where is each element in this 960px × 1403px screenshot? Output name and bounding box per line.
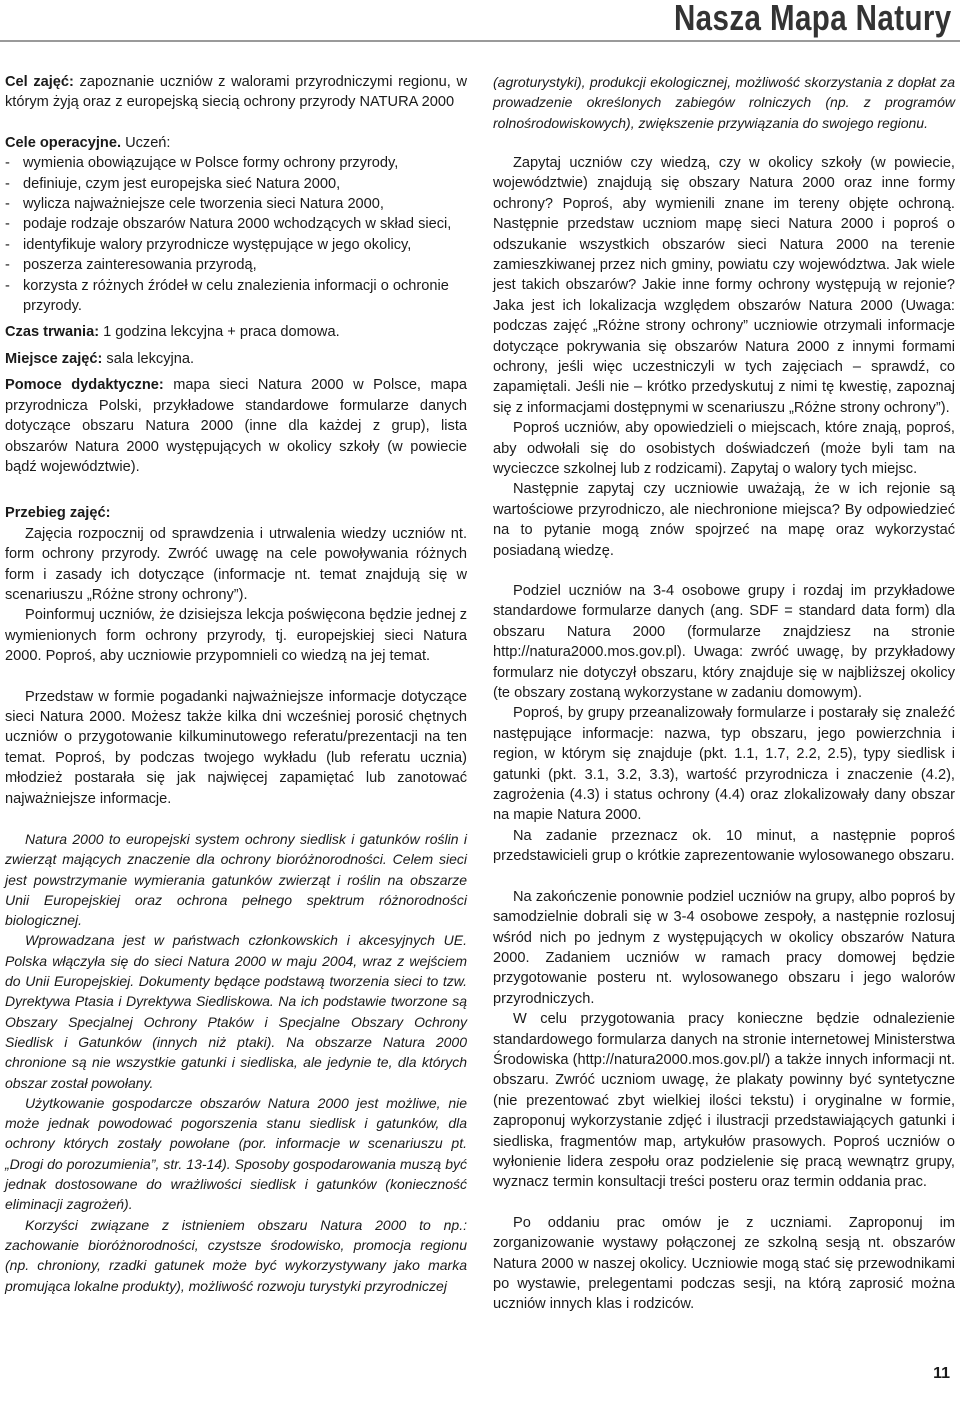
- operational-goals-label: Cele operacyjne.: [5, 134, 121, 151]
- lesson-goal-text: zapoznanie uczniów z walorami przyrodniczymi regionu, w którym żyją oraz z europejską siecią ochrony przyrody NATURA 2000: [5, 74, 467, 111]
- list-item: - definiuje, czym jest europejska sieć Natura 2000,: [5, 174, 467, 194]
- place-text: sala lekcyjna.: [106, 350, 195, 367]
- duration-label: Czas trwania:: [5, 324, 100, 341]
- page-header: [0, 0, 960, 40]
- info-box-paragraph: Wprowadzana jest w państwach członkowskich i akcesyjnych UE. Polska włączyła się do sieci Natura 2000 w maju 2004, wraz z wejściem do Unii Europejskiej. Dokumenty będące podstawą tworzenia sieci to tzw. Dyrektywa Ptasia i Dyrektywa Siedliskowa. Na ich podstawie tworzone są Obszary Specjalnej Ochrony Ptaków i Specjalne Obszary Ochrony Siedlisk i Gatunków (innych niż ptaki). Na obszarze Natura 2000 chronione są nie wszystkie gatunki i siedliska, ale jedynie te, dla których obszar został powołany.: [5, 932, 467, 1091]
- list-item: - identyfikuje walory przyrodnicze występujące w jego okolicy,: [5, 235, 467, 255]
- list-item: - podaje rodzaje obszarów Natura 2000 wchodzących w skład sieci,: [5, 214, 467, 234]
- teaching-aids-text: mapa sieci Natura 2000 w Polsce, mapa przyrodnicza Polski, przykładowe standardowe formularze danych dotyczące obszaru Natura 2000 (inne dla każdej z grup), lista obszarów Natura 2000 występujących w okolicy szkoły (w powiecie bądź województwie).: [5, 377, 467, 475]
- body-paragraph: Po oddaniu prac omów je z uczniami. Zaproponuj im zorganizowanie wystawy połączonej ze szkolną sesją nt. obszarów Natura 2000 w naszej okolicy. Uczniowie mogą stać się przewodnikami po wystawie, prelegentami podczas sesji, na którą zaprosić można uczniów innych klas i rodziców.: [493, 1214, 955, 1313]
- body-paragraph: W celu przygotowania pracy konieczne będzie odnalezienie standardowego formularza danych na stronie internetowej Ministerstwa Środowiska (http://natura2000.mos.gov.pl/) a także innych informacji nt. obszaru. Zwróć uczniom uwagę, że plakaty powinny być syntetyczne (nie prezentować zbyt wielkiej ilości tekstu) i oryginalne w formie, zaproponuj wykorzystanie zdjęć i ilustracji przedstawiających gatunki i siedliska, fragmentów map, artykułów prasowych. Poproś uczniów o wyłonienie lidera zespołu oraz podzielenie się pracą wewnątrz grupy, wyznacz termin konsultacji treści posteru oraz termin oddania prac.: [493, 1011, 955, 1191]
- operational-goals-list: [5, 153, 467, 316]
- course-paragraph: Poinformuj uczniów, że dzisiejsza lekcja poświęcona będzie jednej z wymienionych form ochrony przyrody, tj. europejskiej sieci Natura 2000. Poproś, aby uczniowie przypomnieli co wiedzą na jej temat.: [5, 607, 467, 665]
- course-paragraph: Zajęcia rozpocznij od sprawdzenia i utrwalenia wiedzy uczniów nt. form ochrony przyrody. Zwróć uwagę na cele powoływania różnych form i zasady ich dotyczące (informacje nt. temat znajdują się w scenariuszu „Różne strony ochrony”).: [5, 525, 467, 603]
- body-paragraph: Następnie zapytaj czy uczniowie uważają, że w ich rejonie są wartościowe przyrodniczo, ale niechronione miejsca? By odpowiedzieć na to pytanie mogą znów spojrzeć na mapę oraz wykorzystać posiadaną wiedzę.: [493, 481, 955, 559]
- course-paragraph: Przedstaw w formie pogadanki najważniejsze informacje dotyczące sieci Natura 2000. Możesz także kilka dni wcześniej porosić chętnych uczniów o przygotowanie kilkuminutowego referatu/prezentacji na ten temat. Poproś, by podczas twojego wykładu (lub referatu ucznia) młodzież postarała się jak najwięcej zapamiętać lub zanotować najważniejsze informacje.: [5, 688, 467, 807]
- duration: [5, 322, 467, 342]
- page-number: 11: [933, 1365, 950, 1382]
- lesson-goal-label: Cel zajęć:: [5, 74, 74, 90]
- lesson-goal: [5, 72, 467, 113]
- body-paragraph: Poproś uczniów, aby opowiedzieli o miejscach, które znają, poproś, aby odwołali się do osobistych doświadczeń (może byli tam na wycieczce szkolnej lub z rodzicami). Zapytaj o walory tych miejsc.: [493, 420, 955, 477]
- operational-goals-intro-text: Uczeń:: [125, 134, 171, 151]
- info-box-paragraph: Korzyści związane z istnieniem obszaru Natura 2000 to np.: zachowanie bioróżnorodności, czystsze środowisko, promocja regionu (np. chroniony, rzadki gatunek może być wykorzystywany jako marka promująca lokalne produkty), możliwość rozwoju turystyki przyrodniczej: [5, 1216, 467, 1294]
- left-column: [5, 72, 467, 1296]
- teaching-aids: [5, 375, 467, 477]
- list-item: - wylicza najważniejsze cele tworzenia sieci Natura 2000,: [5, 194, 467, 214]
- body-paragraph: Zapytaj uczniów czy wiedzą, czy w okolicy szkoły (w powiecie, województwie) znajdują się obszary Natura 2000 oraz inne formy ochrony? Poproś, aby wymienili znane im tereny objęte ochroną. Następnie przedstaw uczniom mapę sieci Natura 2000 i poproś o odszukanie wszystkich obszarów sieci Natura 2000 na terenie zamieszkiwanej przez nich gminy, powiatu czy województwa. Jak wiele jest takich obszarów? Jakie inne formy ochrony występują w rejonie? Jaka jest ich lokalizacja względem obszarów Natura 2000 (Uwaga: podczas zajęć „Różne strony ochrony” uczniowie otrzymali informacje dotyczące pokrywania się obszarów Natura 2000 z innymi formami ochrony, jeśli więc uczestniczyli w tych zajęciach – sprawdź, co zapamiętali. Jeśli nie – krótko przedyskutuj z nimi tę kwestię, zapoznaj się z informacjami dostępnymi w scenariuszu „Różne strony ochrony”).: [493, 154, 955, 416]
- list-item: - poszerza zainteresowania przyrodą,: [5, 255, 467, 275]
- list-item: - wymienia obowiązujące w Polsce formy ochrony przyrody,: [5, 153, 467, 173]
- body-paragraph: Na zadanie przeznacz ok. 10 minut, a następnie poproś przedstawicieli grup o krótkie zaprezentowanie wylosowanego obszaru.: [493, 827, 955, 865]
- info-box-paragraph: Użytkowanie gospodarcze obszarów Natura 2000 jest możliwe, nie może jednak powodować pogorszenia stanu siedlisk i gatunków, dla ochrony których zostały powołane (por. informacje w scenariuszu pt. „Drogi do porozumienia”, str. 13-14). Sposoby gospodarowania muszą być jednak dostosowane do wrażliwości siedlisk i gatunków (konieczność eliminacji zagrożeń).: [5, 1094, 467, 1213]
- body-paragraph: Poproś, by grupy przeanalizowały formularze i postarały się znaleźć następujące informacje: nazwa, typ obszaru, jego powierzchnia i region, w którym się znajduje (pkt. 1.1, 1.7, 2.2, 2.5), typy siedlisk i gatunki (pkt. 3.1, 3.2, 3.3), wartość przyrodnicza i znaczenie (4.2), zagrożenia (4.3) i status ochrony (4.4) oraz zlokalizowały dany obszar na mapie Natura 2000.: [493, 705, 955, 824]
- body-paragraph: Podziel uczniów na 3-4 osobowe grupy i rozdaj im przykładowe standardowe formularze danych (ang. SDF = standard data form) dla obszaru Natura 2000 (formularze znajdziesz na stronie http://natura2000.mos.gov.pl). Uwaga: zwróć uwagę, by przykładowy formularz nie dotyczył obszaru, który znajduje się w najbliższej okolicy (te obszary zostaną wykorzystane w zadaniu domowym).: [493, 583, 955, 702]
- info-box-paragraph: Natura 2000 to europejski system ochrony siedlisk i gatunków roślin i zwierząt mających znaczenie dla ochrony bioróżnorodności. Celem sieci jest powstrzymanie wymierania gatunków zwierząt i roślin na obszarze Unii Europejskiej oraz ochrona pełnego spektrum różnorodności biologicznej.: [5, 831, 467, 929]
- info-box-continuation: (agroturystyki), produkcji ekologicznej, możliwość skorzystania z dopłat za prowadzenie określonych zabiegów rolniczych (np. z programów rolnośrodowiskowych), zwiększenie przywiązania do swojego regionu.: [493, 74, 955, 131]
- operational-goals-intro: [5, 133, 467, 153]
- place-label: Miejsce zajęć:: [5, 350, 103, 367]
- right-column: [493, 72, 955, 1315]
- duration-text: 1 godzina lekcyjna + praca domowa.: [103, 324, 340, 341]
- course-heading: Przebieg zajęć:: [5, 505, 111, 522]
- list-item: - korzysta z różnych źródeł w celu znalezienia informacji o ochronie przyrody.: [5, 276, 467, 317]
- header-title: Nasza Mapa Natury: [674, 0, 952, 38]
- header-rule: [0, 40, 960, 42]
- teaching-aids-label: Pomoce dydaktyczne:: [5, 377, 164, 394]
- body-paragraph: Na zakończenie ponownie podziel uczniów na grupy, albo poproś by samodzielnie dobrali się w 3-4 osobowe zespoły, a następnie rozlosuj wśród nich po jednym z występujących w okolicy obszarów Natura 2000. Zadaniem uczniów w ramach pracy domowej będzie przygotowanie posteru nt. wylosowanego obszaru i jego walorów przyrodniczych.: [493, 888, 955, 1007]
- place: [5, 349, 467, 369]
